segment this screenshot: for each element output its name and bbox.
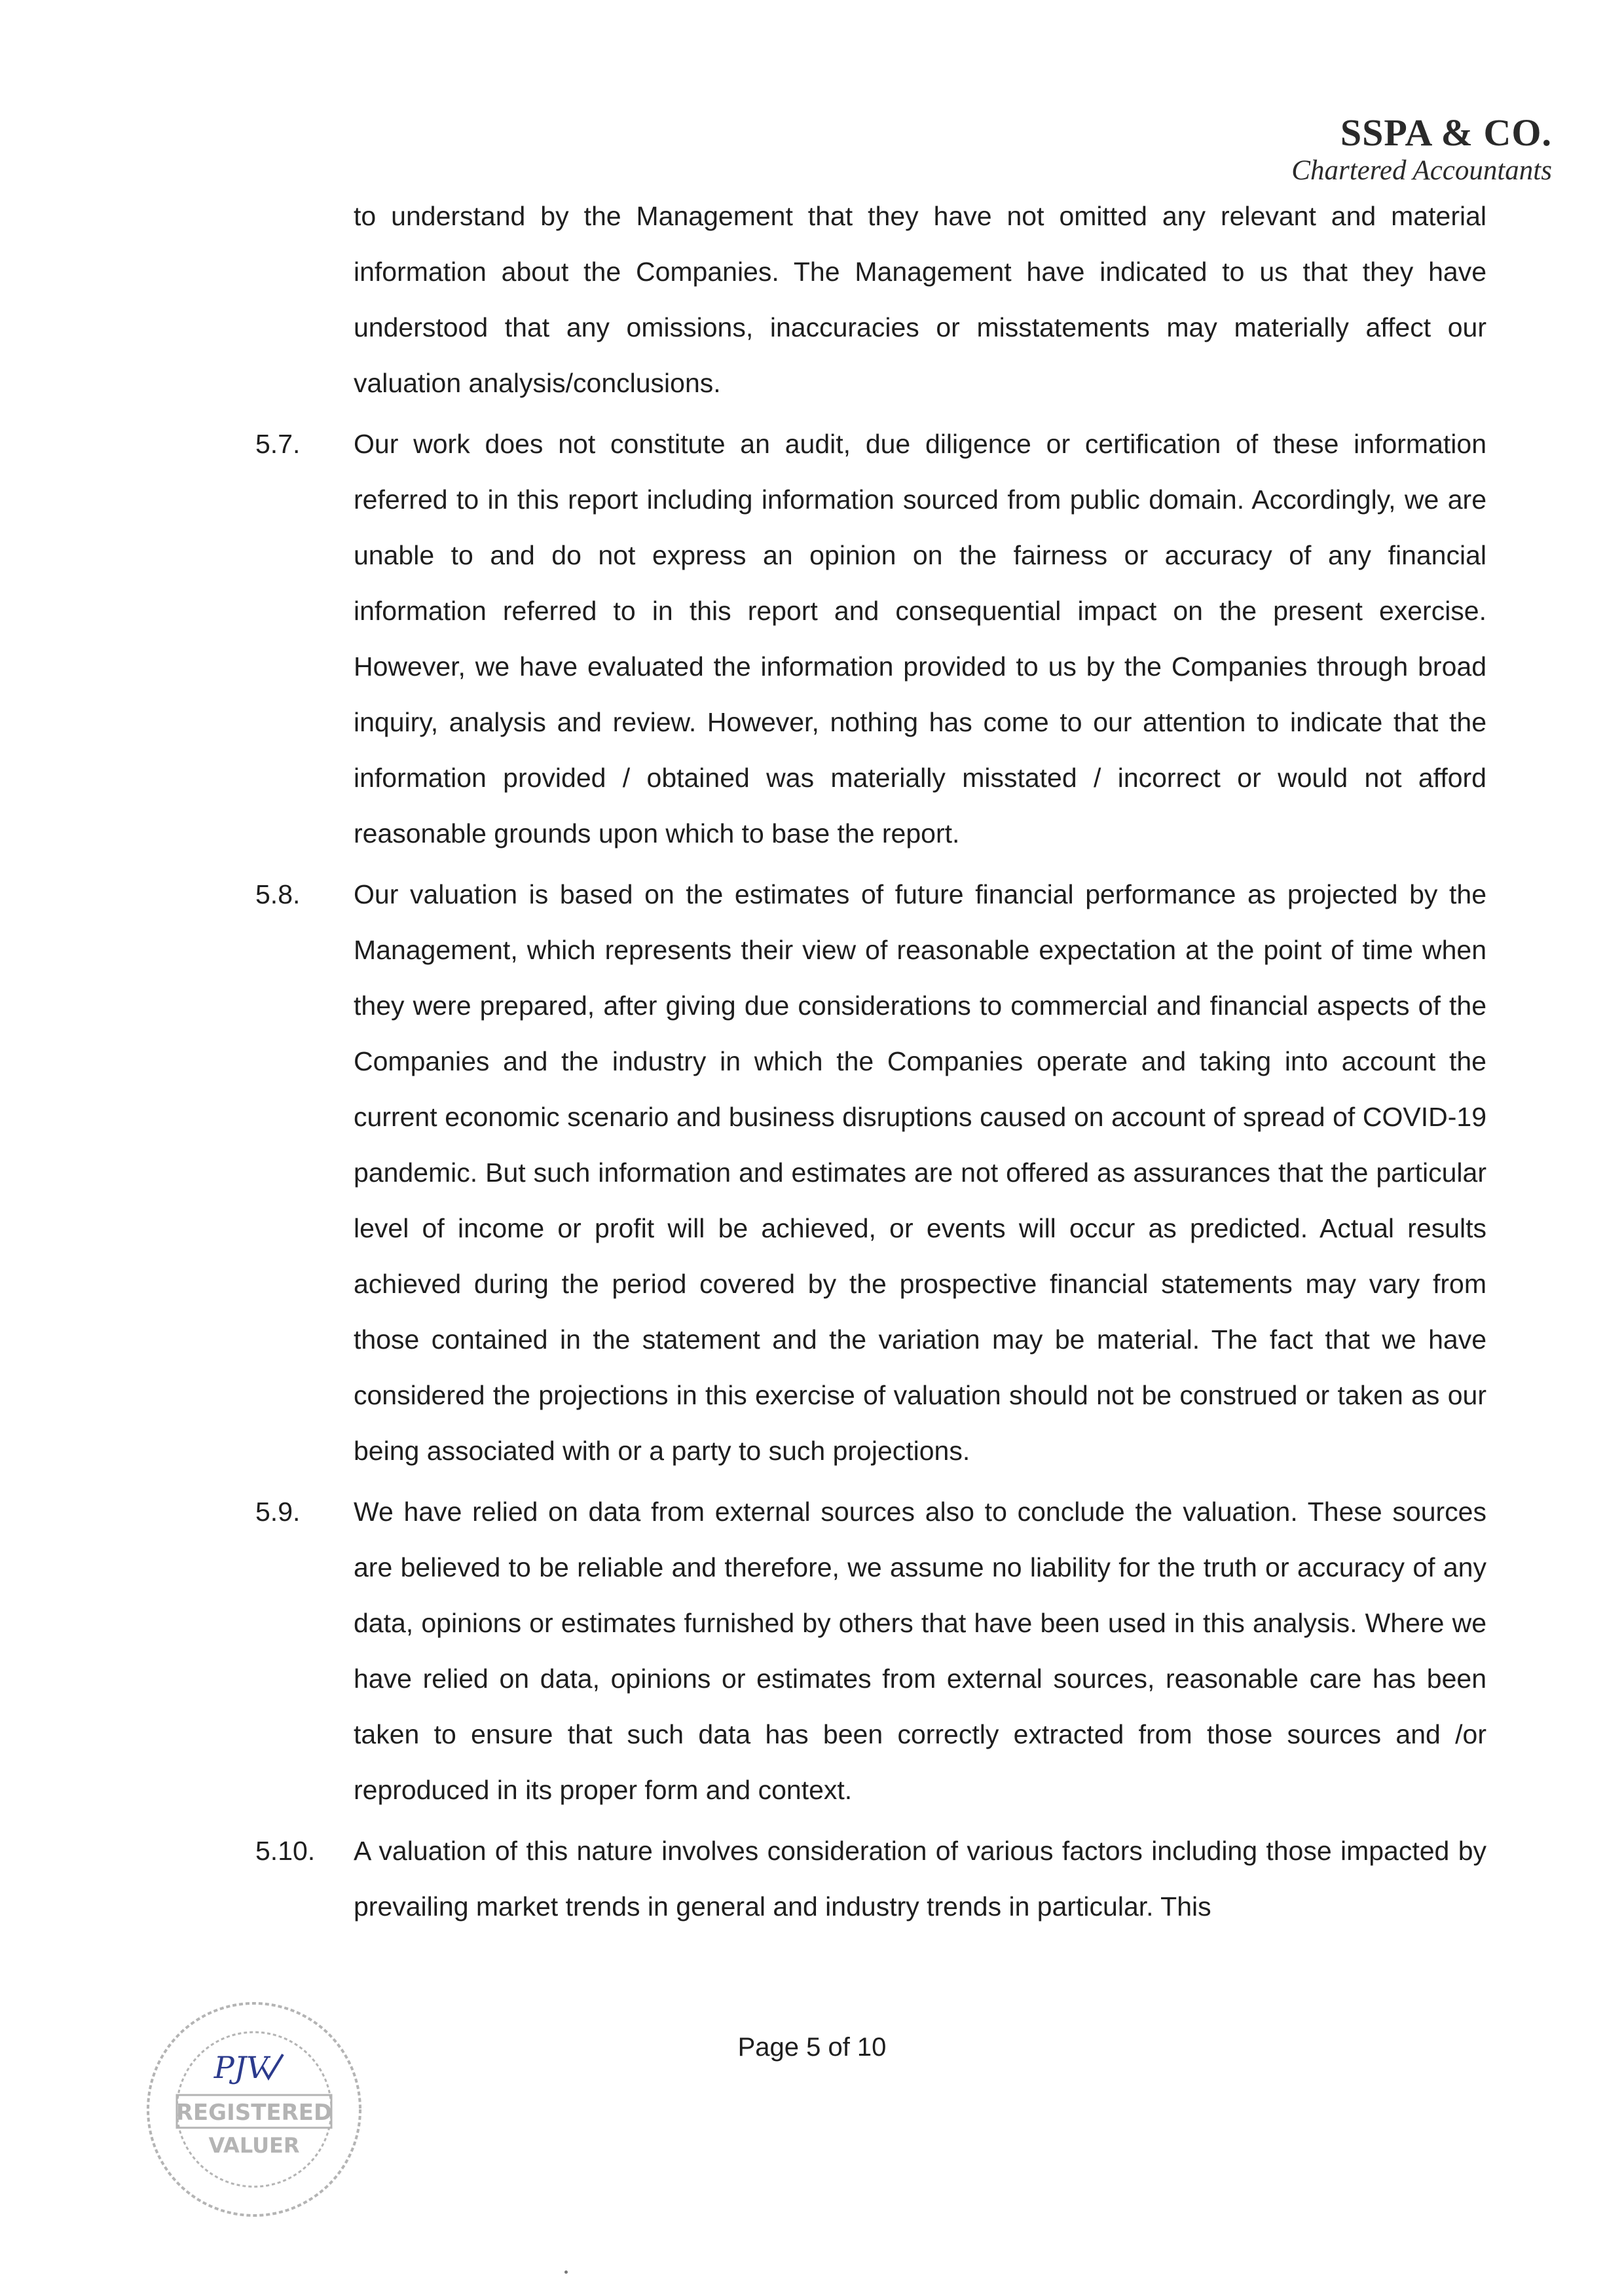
continuation-paragraph: to understand by the Management that they have not omitted any relevant and material information about the Companies. The Management have indicated to us that they have understood that any omissions, inaccuracies or misstatements may materially affect our valuation analysis/conclusions. [354, 201, 1486, 398]
paragraph-5-9 [255, 1484, 1486, 1818]
document-body [255, 189, 1486, 1940]
paragraph-text: We have relied on data from external sources also to conclude the valuation. These sources are believed to be reliable and therefore, we assume no liability for the truth or accuracy of any data, opinions or estimates furnished by others that have been used in this analysis. Where we have relied on data, opinions or estimates from external sources, reasonable care has been taken to ensure that such data has been correctly extracted from those sources and /or reproduced in its proper form and context. [354, 1497, 1486, 1805]
firm-subtitle: Chartered Accountants [1291, 155, 1552, 186]
scan-speck [564, 2270, 568, 2274]
firm-name: SSPA & CO. [1340, 111, 1552, 154]
registered-valuer-seal [143, 1998, 365, 2221]
seal-valuer-text: VALUER [208, 2133, 300, 2158]
letterhead [1291, 110, 1552, 187]
paragraph-text: Our valuation is based on the estimates of future financial performance as projected by the Management, which represents their view of reasonable expectation at the point of time when they were prepared, after giving due considerations to commercial and financial aspects of the Companies and the industry in which the Companies operate and taking into account the current economic scenario and business disruptions caused on account of spread of COVID-19 pandemic. But such information and estimates are not offered as assurances that the particular level of income or profit will be achieved, or events will occur as predicted. Actual results achieved during the period covered by the prospective financial statements may vary from those contained in the statement and the variation may be material. The fact that we have considered the projections in this exercise of valuation should not be construed or taken as our being associated with or a party to such projections. [354, 879, 1486, 1466]
paragraph-5-10 [255, 1823, 1486, 1935]
paragraph-number: 5.10. [255, 1836, 316, 1866]
paragraph-number: 5.9. [255, 1497, 301, 1527]
paragraph-number: 5.7. [255, 429, 301, 459]
paragraph-5-7 [255, 416, 1486, 862]
paragraph-5-8 [255, 867, 1486, 1479]
seal-registered-text: REGISTERED [175, 2100, 333, 2126]
page-number: Page 5 of 10 [737, 2033, 887, 2062]
paragraph-number: 5.8. [255, 879, 301, 909]
paragraph-text: A valuation of this nature involves consideration of various factors including those impacted by prevailing market trends in general and industry trends in particular. This [354, 1836, 1486, 1922]
seal-signature: PJV [213, 2050, 268, 2085]
paragraph-text: Our work does not constitute an audit, due diligence or certification of these information referred to in this report including information sourced from public domain. Accordingly, we are unable to and do not express an opinion on the fairness or accuracy of any financial information referred to in this report and consequential impact on the present exercise. However, we have evaluated the information provided to us by the Companies through broad inquiry, analysis and review. However, nothing has come to our attention to indicate that the information provided / obtained was materially misstated / incorrect or would not afford reasonable grounds upon which to base the report. [354, 429, 1486, 848]
